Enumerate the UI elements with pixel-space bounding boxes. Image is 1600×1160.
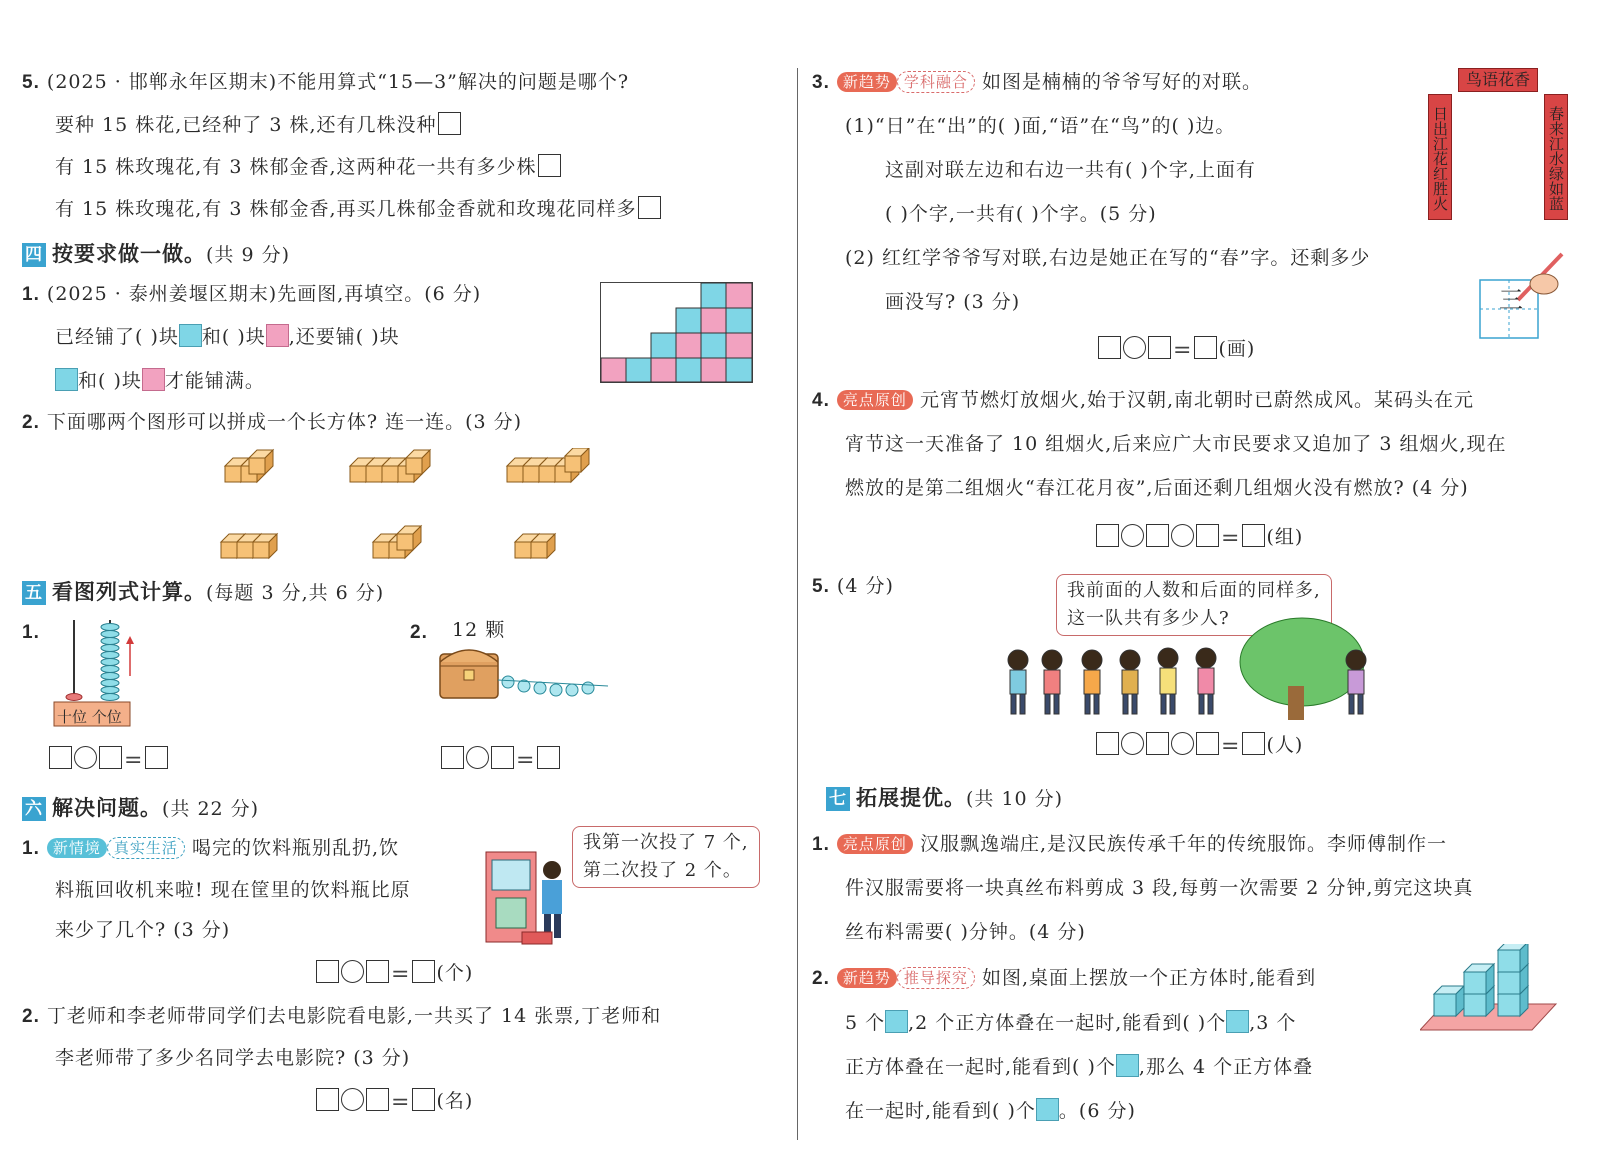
pink-tile-icon bbox=[142, 368, 165, 391]
operator-circle[interactable] bbox=[74, 746, 97, 769]
section-icon: 七 bbox=[826, 787, 850, 811]
answer-box[interactable] bbox=[316, 960, 339, 983]
r-s7-q1-line1: 1. 亮点原创 汉服飘逸端庄,是汉民族传承千年的传统服饰。李师傅制作一 bbox=[812, 833, 1448, 855]
checkbox-2[interactable] bbox=[538, 154, 561, 177]
answer-box[interactable] bbox=[1146, 524, 1169, 547]
question-5-stem: 5. (2025 · 邯郸永年区期末)不能用算式“15—3”解决的问题是哪个? bbox=[22, 71, 630, 93]
s6-q2-line1: 2. 丁老师和李老师带同学们去电影院看电影,一共买了 14 张票,丁老师和 bbox=[22, 1005, 662, 1027]
face-square-icon bbox=[1116, 1054, 1139, 1077]
badge-new-context: 新情境 bbox=[47, 838, 107, 858]
operator-circle[interactable] bbox=[1171, 524, 1194, 547]
r-q3-p1a: (1)“日”在“出”的( )面,“语”在“鸟”的( )边。 bbox=[845, 115, 1236, 137]
blue-tile-icon bbox=[179, 324, 202, 347]
r-s7-q1-line3: 丝布料需要( )分钟。(4 分) bbox=[845, 921, 1086, 943]
page-divider bbox=[797, 68, 798, 1140]
recycling-machine-figure bbox=[482, 842, 572, 946]
bead-count-label: 12 颗 bbox=[452, 619, 506, 641]
writing-char: 三 bbox=[1499, 286, 1524, 314]
operator-circle[interactable] bbox=[1123, 336, 1146, 359]
badge-new-trend: 新趋势 bbox=[837, 968, 897, 988]
r-q4-line3: 燃放的是第二组烟火“春江花月夜”,后面还剩几组烟火没有燃放? (4 分) bbox=[845, 477, 1469, 499]
r-q4-line2: 宵节这一天准备了 10 组烟火,后来应广大市民要求又追加了 3 组烟火,现在 bbox=[845, 433, 1507, 455]
r-q3-equation: = (画) bbox=[1097, 336, 1255, 363]
answer-box[interactable] bbox=[412, 960, 435, 983]
couplet-left: 日出江花红胜火 bbox=[1428, 94, 1452, 220]
face-square-icon bbox=[1036, 1098, 1059, 1121]
children-queue-figure bbox=[1000, 612, 1400, 724]
r-s7-q2-line3: 正方体叠在一起时,能看到( )个 ,那么 4 个正方体叠 bbox=[845, 1056, 1314, 1078]
section-6-heading: 六 解决问题。(共 22 分) bbox=[22, 792, 259, 822]
badge-original: 亮点原创 bbox=[837, 834, 913, 854]
r-q3-p2b: 画没写? (3 分) bbox=[885, 291, 1021, 313]
answer-box[interactable] bbox=[491, 746, 514, 769]
r-q5-equation: = (人) bbox=[1095, 732, 1303, 759]
answer-box[interactable] bbox=[1196, 732, 1219, 755]
answer-box[interactable] bbox=[99, 746, 122, 769]
s6-q1-equation: = (个) bbox=[315, 960, 473, 987]
answer-box[interactable] bbox=[537, 746, 560, 769]
writing-grid-figure bbox=[1478, 250, 1578, 342]
r-s7-q2-line2: 5 个 ,2 个正方体叠在一起时,能看到( )个 ,3 个 bbox=[845, 1012, 1297, 1034]
answer-box[interactable] bbox=[441, 746, 464, 769]
blue-tile-icon bbox=[55, 368, 78, 391]
answer-box[interactable] bbox=[1194, 336, 1217, 359]
treasure-chest-figure bbox=[438, 640, 618, 702]
r-q3-p1c: ( )个字,一共有( )个字。(5 分) bbox=[885, 203, 1157, 225]
answer-box[interactable] bbox=[145, 746, 168, 769]
answer-box[interactable] bbox=[1242, 732, 1265, 755]
section-4-heading: 四 按要求做一做。(共 9 分) bbox=[22, 238, 290, 268]
section-icon: 五 bbox=[22, 581, 46, 605]
r-q4-line1: 4. 亮点原创 元宵节燃灯放烟火,始于汉朝,南北朝时已蔚然成风。某码头在元 bbox=[812, 389, 1475, 411]
section-icon: 六 bbox=[22, 797, 46, 821]
s5-q2-number: 2. bbox=[410, 622, 428, 643]
option-3: 有 15 株玫瑰花,有 3 株郁金香,再买几株郁金香就和玫瑰花同样多 bbox=[55, 196, 662, 221]
answer-box[interactable] bbox=[412, 1088, 435, 1111]
operator-circle[interactable] bbox=[1121, 732, 1144, 755]
s5-q1-equation: = bbox=[48, 746, 169, 773]
answer-box[interactable] bbox=[1098, 336, 1121, 359]
checkbox-3[interactable] bbox=[638, 196, 661, 219]
s4-q1-line2: 和( )块 才能铺满。 bbox=[55, 368, 265, 393]
answer-box[interactable] bbox=[1148, 336, 1171, 359]
s4-q2-stem: 2. 下面哪两个图形可以拼成一个长方体? 连一连。(3 分) bbox=[22, 411, 523, 433]
checkbox-1[interactable] bbox=[438, 112, 461, 135]
section-icon: 四 bbox=[22, 243, 46, 267]
section-5-heading: 五 看图列式计算。(每题 3 分,共 6 分) bbox=[22, 576, 384, 606]
s6-q1-line2: 料瓶回收机来啦! 现在筐里的饮料瓶比原 bbox=[55, 879, 411, 901]
answer-box[interactable] bbox=[1146, 732, 1169, 755]
cuboid-figures bbox=[215, 448, 605, 563]
s5-q2-equation: = bbox=[440, 746, 561, 773]
badge-real-life: 真实生活 bbox=[107, 837, 185, 859]
s4-q1-line1: 已经铺了( )块 和( )块 ,还要铺( )块 bbox=[55, 326, 400, 348]
s6-q2-equation: = (名) bbox=[315, 1088, 473, 1115]
badge-cross-subject: 学科融合 bbox=[897, 71, 975, 93]
pink-tile-icon bbox=[266, 324, 289, 347]
r-q3-p2a: (2) 红红学爷爷写对联,右边是她正在写的“春”字。还剩多少 bbox=[845, 247, 1371, 269]
answer-box[interactable] bbox=[1196, 524, 1219, 547]
answer-box[interactable] bbox=[1096, 732, 1119, 755]
r-q4-equation: = (组) bbox=[1095, 524, 1303, 551]
option-2: 有 15 株玫瑰花,有 3 株郁金香,这两种花一共有多少株 bbox=[55, 154, 562, 179]
option-1: 要种 15 株花,已经种了 3 株,还有几株没种 bbox=[55, 112, 462, 137]
answer-box[interactable] bbox=[1242, 524, 1265, 547]
couplet-right: 春来江水绿如蓝 bbox=[1544, 94, 1568, 220]
r-q5-stem: 5. (4 分) bbox=[812, 575, 894, 597]
section-7-heading: 七 拓展提优。(共 10 分) bbox=[826, 782, 1063, 812]
answer-box[interactable] bbox=[1096, 524, 1119, 547]
answer-box[interactable] bbox=[366, 1088, 389, 1111]
answer-box[interactable] bbox=[366, 960, 389, 983]
s5-q1-number: 1. bbox=[22, 622, 40, 643]
speech-bubble-queue: 我前面的人数和后面的同样多, 这一队共有多少人? bbox=[1056, 574, 1332, 636]
answer-box[interactable] bbox=[316, 1088, 339, 1111]
s6-q2-line2: 李老师带了多少名同学去电影院? (3 分) bbox=[55, 1047, 411, 1069]
operator-circle[interactable] bbox=[341, 1088, 364, 1111]
badge-original: 亮点原创 bbox=[837, 390, 913, 410]
r-s7-q2-line4: 在一起时,能看到( )个 。(6 分) bbox=[845, 1100, 1136, 1122]
operator-circle[interactable] bbox=[1171, 732, 1194, 755]
r-s7-q2-line1: 2. 新趋势 推导探究 如图,桌面上摆放一个正方体时,能看到 bbox=[812, 967, 1317, 989]
speech-bubble-recycle: 我第一次投了 7 个, 第二次投了 2 个。 bbox=[572, 826, 760, 888]
face-square-icon bbox=[885, 1010, 908, 1033]
face-square-icon bbox=[1226, 1010, 1249, 1033]
s6-q1-line3: 来少了几个? (3 分) bbox=[55, 919, 231, 941]
s6-q1-line1: 1. 新情境 真实生活 喝完的饮料瓶别乱扔,饮 bbox=[22, 837, 400, 859]
operator-circle[interactable] bbox=[341, 960, 364, 983]
r-q3-stem: 3. 新趋势 学科融合 如图是楠楠的爷爷写好的对联。 bbox=[812, 71, 1262, 93]
tile-grid bbox=[600, 282, 754, 384]
s4-q1-stem: 1. (2025 · 泰州姜堰区期末)先画图,再填空。(6 分) bbox=[22, 283, 482, 305]
answer-box[interactable] bbox=[49, 746, 72, 769]
abacus-label: 十位 个位 bbox=[57, 708, 122, 726]
badge-new-trend: 新趋势 bbox=[837, 72, 897, 92]
operator-circle[interactable] bbox=[466, 746, 489, 769]
operator-circle[interactable] bbox=[1121, 524, 1144, 547]
r-q3-p1b: 这副对联左边和右边一共有( )个字,上面有 bbox=[885, 159, 1256, 181]
r-s7-q1-line2: 件汉服需要将一块真丝布料剪成 3 段,每剪一次需要 2 分钟,剪完这块真 bbox=[845, 877, 1474, 899]
stacked-cubes-figure bbox=[1420, 944, 1560, 1034]
couplet-top: 鸟语花香 bbox=[1458, 68, 1538, 92]
badge-inquiry: 推导探究 bbox=[897, 967, 975, 989]
